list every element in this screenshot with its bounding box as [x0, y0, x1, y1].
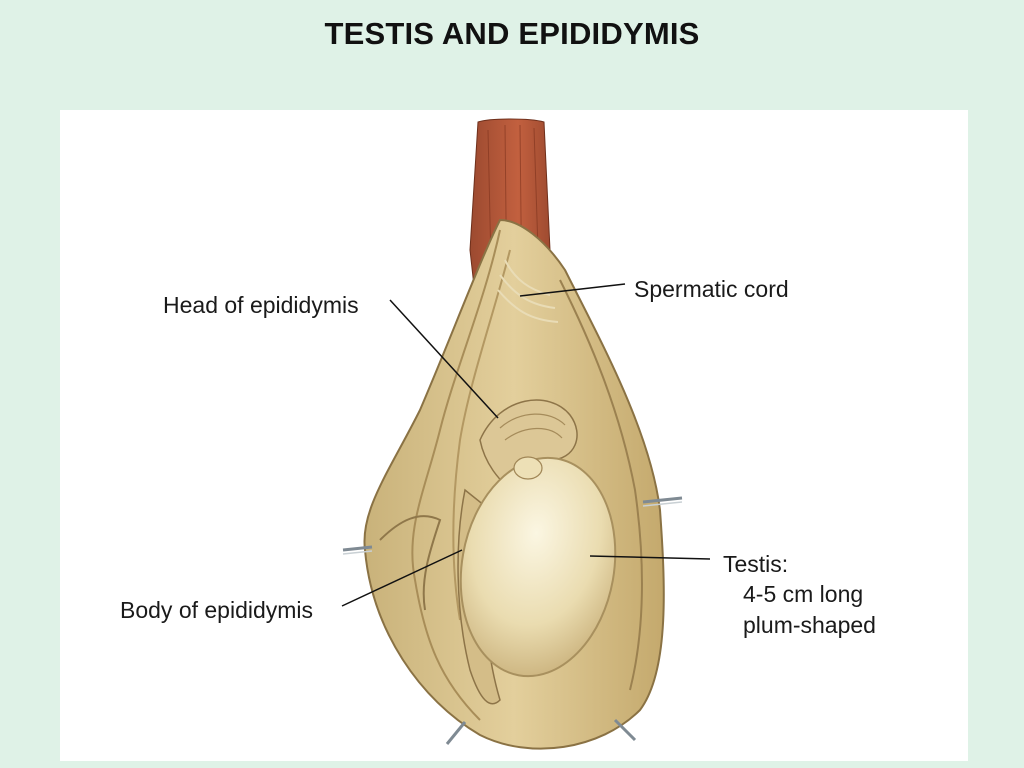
label-testis-length: 4-5 cm long [743, 581, 864, 607]
illustration-panel [60, 110, 968, 761]
slide-title: TESTIS AND EPIDIDYMIS [324, 16, 700, 51]
testis-illustration [60, 110, 968, 761]
label-head-of-epididymis: Head of epididymis [163, 292, 359, 318]
label-testis-heading: Testis: [723, 551, 789, 577]
label-body-of-epididymis: Body of epididymis [120, 597, 314, 623]
appendix-testis [514, 457, 542, 479]
label-testis-shape: plum-shaped [743, 612, 876, 638]
label-spermatic-cord: Spermatic cord [634, 276, 789, 302]
